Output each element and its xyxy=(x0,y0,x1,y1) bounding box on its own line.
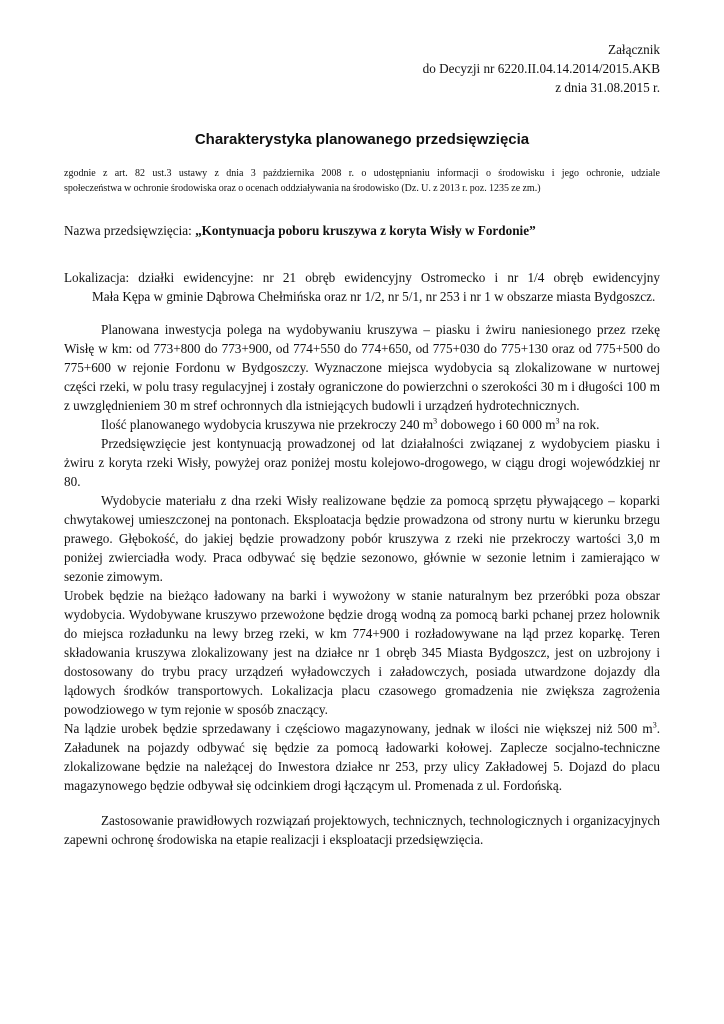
legal-basis-line-2: społeczeństwa w ochronie środowiska oraz o ocenach oddziaływania na środowisko (Dz. U. z 2013 r. poz. 1235 ze zm.) xyxy=(64,183,541,194)
legal-basis xyxy=(64,166,660,196)
project-name-label: Nazwa przedsięwzięcia: xyxy=(64,223,196,238)
description-body xyxy=(64,320,660,849)
attachment-header xyxy=(64,40,660,97)
location xyxy=(64,268,660,306)
cubic-superscript: 3 xyxy=(555,416,560,426)
paragraph-transport: Urobek będzie na bieżąco ładowany na barki i wywożony w stanie naturalnym bez przeróbki poza obszar wydobycia. Wydobywane kruszywo przewożone będzie drogą wodną za pomocą barki pchanej przez holownik do miejsca rozładunku na lewy brzeg rzeki, w km 774+900 i rozładowywane na ląd przez koparkę. Teren składowania kruszywa zlokalizowany jest na działce nr 1 obręb 345 Miasta Bydgoszcz, jest on uzbrojony i dostosowany do trybu pracy urządzeń wyładowczych i załadowczych, posiada utwardzone dojazdy dla lądowych środków transportowych. Lokalizacja placu czasowego gromadzenia nie zwiększa zagrożenia powodziowego w tym rejonie w sposób znaczący. xyxy=(64,588,660,717)
location-line-1: Lokalizacja: działki ewidencyjne: nr 21 obręb ewidencyjny Ostromecko i nr 1/4 obręb ewidencyjny xyxy=(64,270,660,285)
legal-basis-line-1: zgodnie z art. 82 ust.3 ustawy z dnia 3 października 2008 r. o udostępnianiu informacji o środowisku i jego ochronie, udziale xyxy=(64,168,660,179)
paragraph-conclusion: Zastosowanie prawidłowych rozwiązań projektowych, technicznych, technologicznych i organizacyjnych zapewni ochronę środowiska na etapie realizacji i eksploatacji przedsięwzięcia. xyxy=(64,813,660,847)
volume-text-a: Ilość planowanego wydobycia kruszywa nie przekroczy 240 m xyxy=(101,417,434,432)
volume-text-c: na rok. xyxy=(559,417,600,432)
decision-number: do Decyzji nr 6220.II.04.14.2014/2015.AKB xyxy=(422,61,660,76)
project-name: „Kontynuacja poboru kruszywa z koryta Wisły w Fordonie” xyxy=(195,223,536,238)
location-continuation: Mała Kępa w gminie Dąbrowa Chełmińska oraz nr 1/2, nr 5/1, nr 253 i nr 1 w obszarze miasta Bydgoszcz. xyxy=(92,289,656,304)
cubic-superscript: 3 xyxy=(652,720,657,730)
paragraph-investment: Planowana inwestycja polega na wydobywaniu kruszywa – piasku i żwiru naniesionego przez rzekę Wisłę w km: od 773+800 do 773+900, od 774+550 do 774+650, od 775+030 do 775+130 oraz od 775+500 do 775+600 w rejonie Fordonu w Bydgoszczy. Wyznaczone miejsca wydobycia są zlokalizowane w nurtowej części rzeki, w polu trasy regulacyjnej i zostały ograniczone do powierzchni o szerokości 30 m i długości 100 m z uwzględnieniem 30 m stref ochronnych dla istniejących budowli i urządzeń hydrotechnicznych. xyxy=(64,322,660,413)
paragraph-extraction: Wydobycie materiału z dna rzeki Wisły realizowane będzie za pomocą sprzętu pływającego – koparki chwytakowej umieszczonej na pontonach. Eksploatacja będzie prowadzona od strony nurtu w kierunku brzegu prawego. Głębokość, do jakiej będzie prowadzony pobór kruszywa z rzeki nie przekroczy wartości 3,0 m poniżej zwierciadła wody. Praca odbywać się będzie sezonowo, głównie w sezonie letnim i zamierająco w sezonie zimowym. xyxy=(64,493,660,584)
cubic-superscript: 3 xyxy=(433,416,438,426)
paragraph-continuation: Przedsięwzięcie jest kontynuacją prowadzonej od lat działalności związanej z wydobyciem piasku i żwiru z koryta rzeki Wisły, powyżej oraz poniżej mostu kolejowo-drogowego, w ciągu drogi wojewódzkiej nr 80. xyxy=(64,436,660,489)
storage-text-b: . Załadunek na pojazdy odbywać się będzie za pomocą ładowarki kołowej. Zaplecze socjalno-techniczne zlokalizowane będzie na należącej do Inwestora działce nr 253, przy ulicy Zakładowej 5. Dojazd do placu magazynowego będzie odbywał się odcinkiem drogi łączącym ul. Promenada z ul. Fordońską. xyxy=(64,721,660,793)
project-name-row xyxy=(64,221,660,240)
volume-text-b: dobowego i 60 000 m xyxy=(437,417,556,432)
storage-text-a: Na lądzie urobek będzie sprzedawany i częściowo magazynowany, jednak w ilości nie większej niż 500 m xyxy=(64,721,653,736)
document-title: Charakterystyka planowanego przedsięwzięcia xyxy=(194,131,530,148)
paragraph-storage xyxy=(64,719,660,795)
paragraph-volume xyxy=(64,415,660,434)
attachment-label: Załącznik xyxy=(608,42,660,57)
decision-date: z dnia 31.08.2015 r. xyxy=(555,80,660,95)
